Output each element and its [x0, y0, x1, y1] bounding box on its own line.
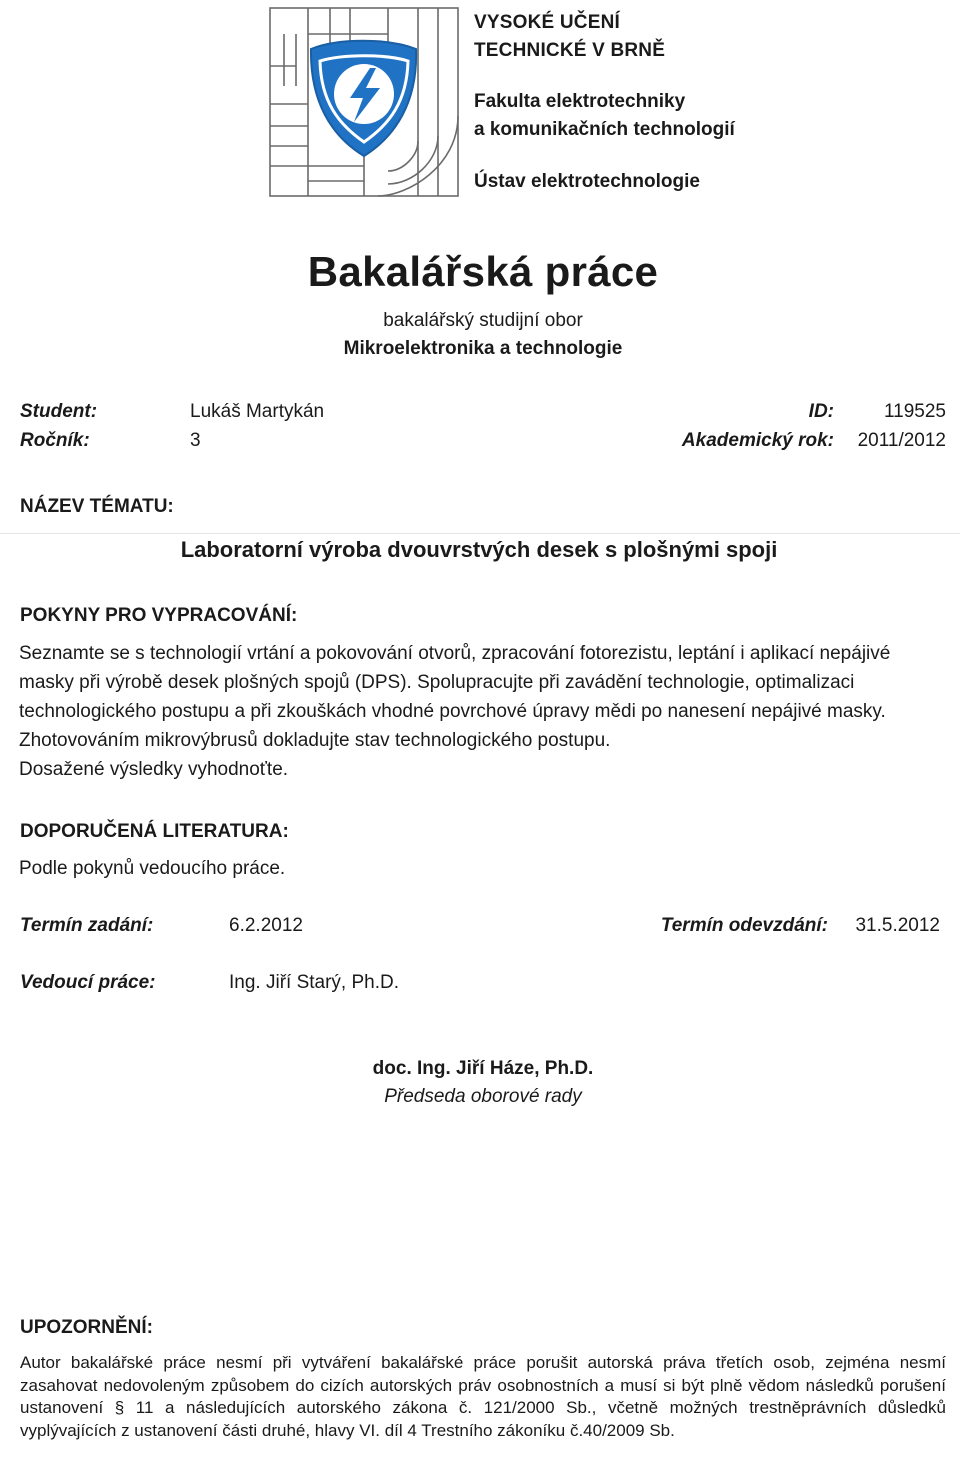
- university-name-line2: TECHNICKÉ V BRNĚ: [474, 40, 666, 61]
- academic-year: 2011/2012: [857, 430, 946, 451]
- university-logo: [268, 6, 460, 198]
- document-title: Bakalářská práce: [307, 248, 659, 295]
- student-id: 119525: [884, 401, 946, 422]
- vut-logo-icon: [268, 6, 460, 198]
- student-label: Student:: [20, 401, 98, 422]
- assigned-date-label: Termín zadání:: [20, 915, 154, 936]
- instructions-line: Seznamte se s technologií vrtání a pokovování otvorů, zpracování fotorezistu, leptání i aplikací nepájivé: [19, 643, 891, 664]
- university-name-line1: VYSOKÉ UČENÍ: [474, 12, 620, 33]
- due-date-label: Termín odevzdání:: [660, 915, 828, 936]
- university-name: [474, 9, 665, 65]
- instructions-line: masky při výrobě desek plošných spojů (DPS). Spolupracujte při zavádění technologie, optimalizaci: [19, 672, 855, 693]
- chair-name: doc. Ing. Jiří Háze, Ph.D.: [372, 1058, 594, 1079]
- institute-name: Ústav elektrotechnologie: [474, 171, 700, 192]
- instructions-line: Dosažené výsledky vyhodnoťte.: [19, 759, 289, 780]
- topic-title: Laboratorní výroba dvouvrstvých desek s plošnými spoji: [180, 537, 778, 562]
- program-label: bakalářský studijní obor: [383, 310, 583, 331]
- supervisor-label: Vedoucí práce:: [20, 972, 156, 993]
- faculty-name-line1: Fakulta elektrotechniky: [474, 91, 686, 112]
- study-year: 3: [190, 430, 201, 451]
- faculty-name-line2: a komunikačních technologií: [474, 119, 735, 140]
- supervisor-name: Ing. Jiří Starý, Ph.D.: [229, 972, 399, 993]
- warning-text: Autor bakalářské práce nesmí při vytváření bakalářské práce porušit autorská práva třetích osob, zejména nesmí zasahovat nedovoleným způsobem do cizích autorských práv osobnostních a musí si být plně vědom následků porušení ustanovení § 11 a následujících autorského zákona č. 121/2000 Sb., včetně možných trestněprávních důsledků vyplývajících z ustanovení části druhé, hlavy VI. díl 4 Trestního zákoníku č.40/2009 Sb.: [20, 1353, 946, 1440]
- id-label: ID:: [808, 401, 834, 422]
- student-name: Lukáš Martykán: [190, 401, 325, 422]
- instructions-line: Zhotovováním mikrovýbrusů dokladujte stav technologického postupu.: [19, 730, 611, 751]
- literature-heading: DOPORUČENÁ LITERATURA:: [20, 821, 289, 842]
- year-label: Ročník:: [20, 430, 90, 451]
- instructions-line: technologického postupu a při zkouškách vhodné povrchové úpravy mědi po nanesení nepájivé masky.: [19, 701, 886, 722]
- faculty-name: [474, 88, 735, 144]
- due-date: 31.5.2012: [855, 915, 940, 936]
- literature-text: Podle pokynů vedoucího práce.: [19, 858, 286, 879]
- chair-role: Předseda oborové rady: [384, 1086, 582, 1107]
- topic-heading: NÁZEV TÉMATU:: [20, 496, 174, 517]
- warning-heading: UPOZORNĚNÍ:: [20, 1317, 153, 1338]
- program-name: Mikroelektronika a technologie: [343, 338, 623, 359]
- assigned-date: 6.2.2012: [229, 915, 303, 936]
- instructions-heading: POKYNY PRO VYPRACOVÁNÍ:: [20, 605, 298, 626]
- academic-year-label: Akademický rok:: [681, 430, 834, 451]
- instructions-text: [19, 639, 949, 784]
- divider: [0, 533, 960, 534]
